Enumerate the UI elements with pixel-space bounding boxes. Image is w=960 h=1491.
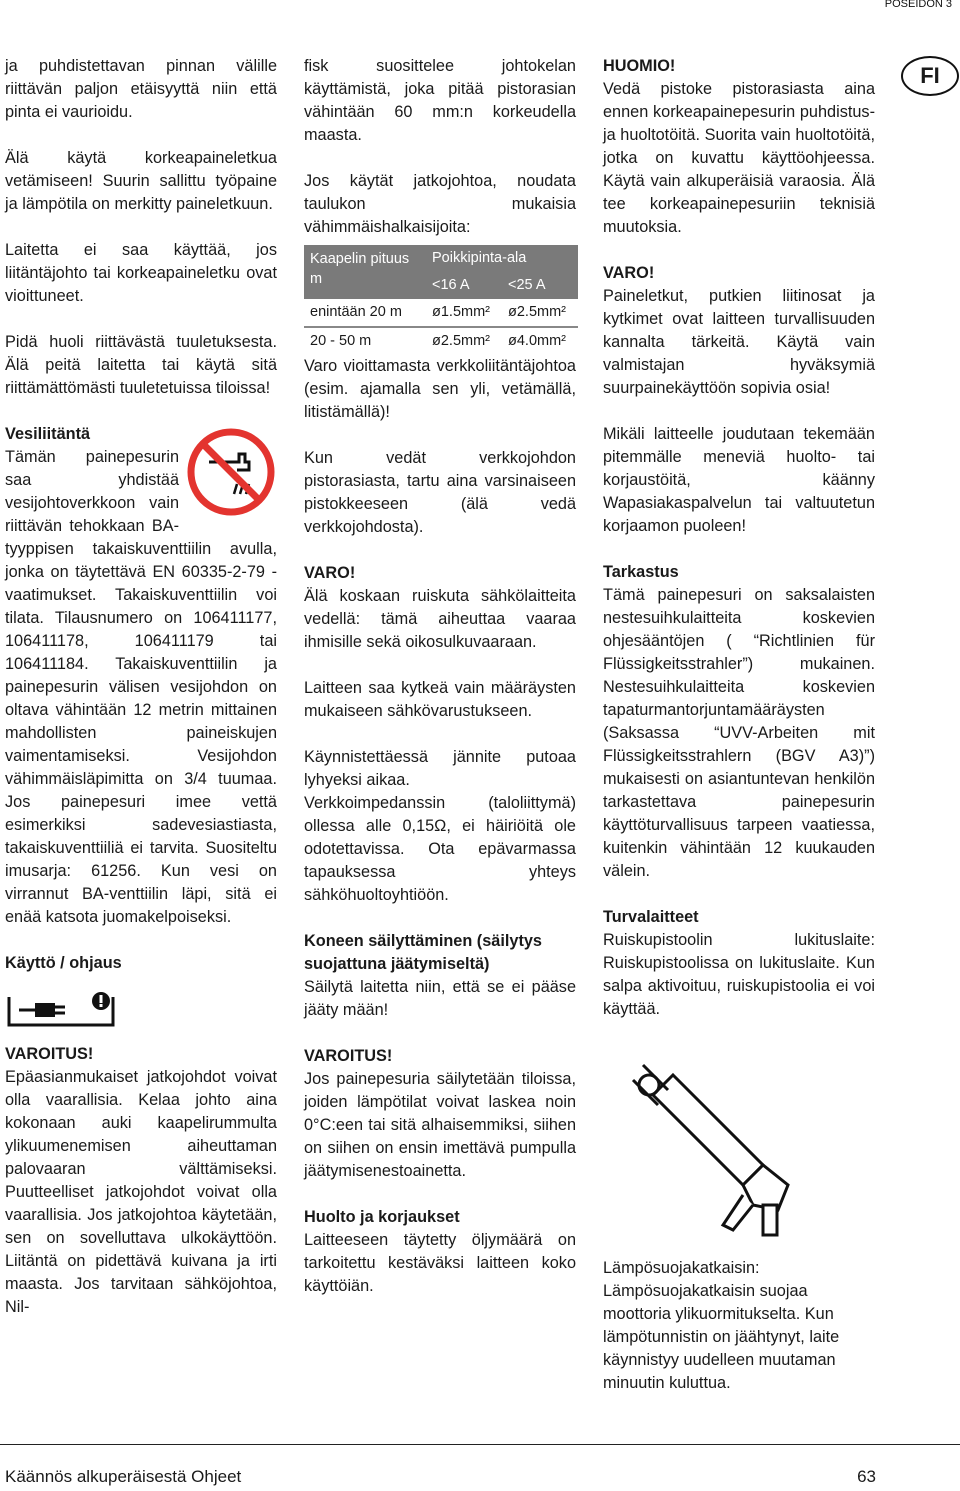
table-header-length: Kaapelin pituus m	[304, 245, 426, 299]
footer-divider	[0, 1444, 960, 1445]
table-cell: enintään 20 m	[310, 304, 402, 320]
paragraph: fisk suosittelee johtokelan käyttämistä, joka pitää pistorasian vähintään 60 mm:n korkeudella maasta.	[304, 57, 576, 144]
paragraph: Mikäli laitteelle joudutaan tekemään pitemmälle meneviä huolto- tai korjaustöitä, käänny Wapasiakaspalvelun tai valtuutetun korjaamon puoleen!	[603, 425, 875, 535]
paragraph: ja puhdistettavan pinnan välille riittävän paljon etäisyyttä niin että pinta ei vaurioidu.	[5, 57, 277, 121]
no-drinking-water-icon	[185, 426, 277, 518]
paragraph: Laitetta ei saa käyttää, jos liitäntäjohto tai korkeapaineletku ovat vioittuneet.	[5, 241, 277, 305]
section-heading-use: Käyttö / ohjaus	[5, 954, 122, 972]
paragraph: Älä koskaan ruiskuta sähkölaitteita vedellä: tämä aiheuttaa vaaraa ihmisille sekä oikosulkuvaaraan.	[304, 587, 576, 651]
plug-warning-icon	[5, 989, 117, 1029]
warning-heading: VAROITUS!	[5, 1045, 94, 1063]
paragraph: Älä käytä korkeapaineletkua vetämiseen! Suurin sallittu työpaine ja lämpötila on merkitty paineletkuun.	[5, 149, 277, 213]
section-heading-storage: Koneen säilyttäminen (säilytys suojattuna jäätymiseltä)	[304, 932, 542, 973]
caution-heading: VARO!	[603, 264, 655, 282]
paragraph: Laitteen saa kytkeä vain määräysten mukaiseen sähkövarustukseen.	[304, 679, 576, 720]
table-cell: ø2.5mm²	[508, 304, 566, 320]
table-header-area: Poikkipinta-ala	[426, 245, 578, 272]
paragraph: Jos painepesuria säilytetään tiloissa, joiden lämpötilat voivat laskea noin 0°C:een tai sitä alhaisemmiksi, siihen on siihen on ensin imettävä pumpulla jäätymisenestoainetta.	[304, 1070, 576, 1180]
table-cell: 20 - 50 m	[304, 327, 426, 355]
paragraph: Tämän painepesurin saa yhdistää vesijohtoverkkoon vain riittävän tehokkaan BA-tyyppisen takaiskuventtiilin avulla, jonka on täytettävä EN 60335-2-79 -vaatimukset. Takaiskuventtiilin voi tilata. Tilausnumero on 106411177, 106411178, 106411179 tai 106411184. Takaiskuventtiilin ja painepesurin välisen vesijohdon on oltava vähintään 12 metrin mittainen mahdollisten paineiskujen vaimentamiseksi. Vesijohdon vähimmäisläpimitta on 3/4 tuumaa. Jos painepesuri imee vettä esimerkiksi sadevesiastiasta, takaiskuventtiiliä ei tarvita. Suositeltu imusarja: 61256. Kun vesi on virrannut BA-venttiilin läpi, sitä ei enää katsota juomakelpoiseksi.	[5, 448, 277, 926]
paragraph: Varo vioittamasta verkkoliitäntäjohtoa (esim. ajamalla sen yli, vetämällä, litistämällä)!	[304, 357, 576, 421]
table-row	[304, 327, 578, 355]
section-heading-safety: Turvalaitteet	[603, 908, 699, 926]
table-header-25a: <25 A	[502, 272, 578, 299]
brand-header: POSEIDON 3	[884, 0, 952, 10]
spray-gun-illustration	[613, 1055, 813, 1245]
section-heading-water: Vesiliitäntä	[5, 425, 91, 443]
paragraph: Ruiskupistoolin lukituslaite: Ruiskupistoolissa on lukituslaite. Kun salpa aktivoituu, ruiskupistoolia ei voi käyttää.	[603, 931, 875, 1018]
paragraph: Pidä huoli riittävästä tuuletuksesta. Älä peitä laitetta tai käytä sitä riittämättömästi tuuletetuissa tiloissa!	[5, 333, 277, 397]
paragraph: Lämpösuojakatkaisin: Lämpösuojakatkaisin suojaa moottoria ylikuormitukselta. Kun lämpötunnistin on jäähtynyt, laite käynnistyy uudelleen muutaman minuutin kuluttua.	[603, 1259, 840, 1392]
column-2	[304, 55, 576, 1298]
cable-table	[304, 245, 578, 355]
paragraph: Vedä pistoke pistorasiasta aina ennen korkeapainepesurin puhdistus- ja huoltotöitä. Suorita vain huoltotöitä, jotka on kuvattu käyttöohjeessa. Käytä vain alkuperäisiä varaosia. Älä tee korkeapainepesuriin teknisiä muutoksia.	[603, 80, 875, 236]
page-number: 63	[857, 1467, 876, 1486]
paragraph: Kun vedät verkkojohdon pistorasiasta, tartu aina varsinaiseen pistokkeeseen (älä vedä verkkojohdosta).	[304, 449, 576, 536]
paragraph: Säilytä laitetta niin, että se ei pääse jääty mään!	[304, 978, 576, 1019]
paragraph: Paineletkut, putkien liitinosat ja kytkimet ovat laitteen turvallisuuden kannalta tärkeitä. Käytä vain valmistajan hyväksymiä suurpainekäyttöön sopivia osia!	[603, 287, 875, 397]
section-heading-inspection: Tarkastus	[603, 563, 679, 581]
table-cell: ø1.5mm²	[432, 304, 490, 320]
paragraph: Laitteeseen täytetty öljymäärä on tarkoitettu kestäväksi laitteen koko käyttöiän.	[304, 1231, 576, 1295]
language-badge: FI	[901, 56, 959, 96]
table-cell: ø4.0mm²	[502, 327, 578, 355]
section-heading-service: Huolto ja korjaukset	[304, 1208, 460, 1226]
table-header-16a: <16 A	[426, 272, 502, 299]
paragraph: Käynnistettäessä jännite putoaa lyhyeksi aikaa.	[304, 748, 576, 789]
caution-heading: VARO!	[304, 564, 356, 582]
footer-text: Käännös alkuperäisestä Ohjeet	[5, 1467, 242, 1486]
column-1	[5, 55, 277, 1319]
paragraph: Jos käytät jatkojohtoa, noudata taulukon mukaisia vähimmäishalkaisijoita:	[304, 172, 576, 236]
notice-heading: HUOMIO!	[603, 57, 676, 75]
warning-heading: VAROITUS!	[304, 1047, 393, 1065]
column-3	[603, 55, 875, 1395]
paragraph: Verkkoimpedanssin (taloliittymä) ollessa alle 0,15Ω, ei häiriöitä ole odotettavissa. Ota epävarmassa tapauksessa yhteys sähköhuoltoyhtiöön.	[304, 794, 576, 904]
paragraph: Epäasianmukaiset jatkojohdot voivat olla vaarallisia. Kelaa johto aina kokonaan auki kaapelirummulta ylikuumenemisen aiheuttaman palovaaran välttämiseksi. Puutteelliset jatkojohdot voivat olla vaarallisia. Jos jatkojohtoa käytetään, sen on sovelluttava ulkokäyttöön. Liitäntä on pidettävä kuivana ja irti maasta. Jos tarvitaan sähköjohtoa, Nil-	[5, 1068, 277, 1316]
table-row	[304, 299, 578, 327]
paragraph: Tämä painepesuri on saksalaisten nestesuihkulaitteita koskevien ohjesääntöjen ( “Richtlinien für Flüssigkeitsstrahler”) mukainen. Nestesuihkulaitteita koskevien tapaturmantorjuntamääräysten (Saksassa “UVV-Arbeiten mit Flüssigkeitsstrahlern (BGV A3)”) mukaisesti on asiantuntevan henkilön tarkastettava painepesurin käyttöturvallisuus tarpeen vaatiessa, kuitenkin vähintään 12 kuukauden välein.	[603, 586, 875, 880]
table-cell: ø2.5mm²	[426, 327, 502, 355]
